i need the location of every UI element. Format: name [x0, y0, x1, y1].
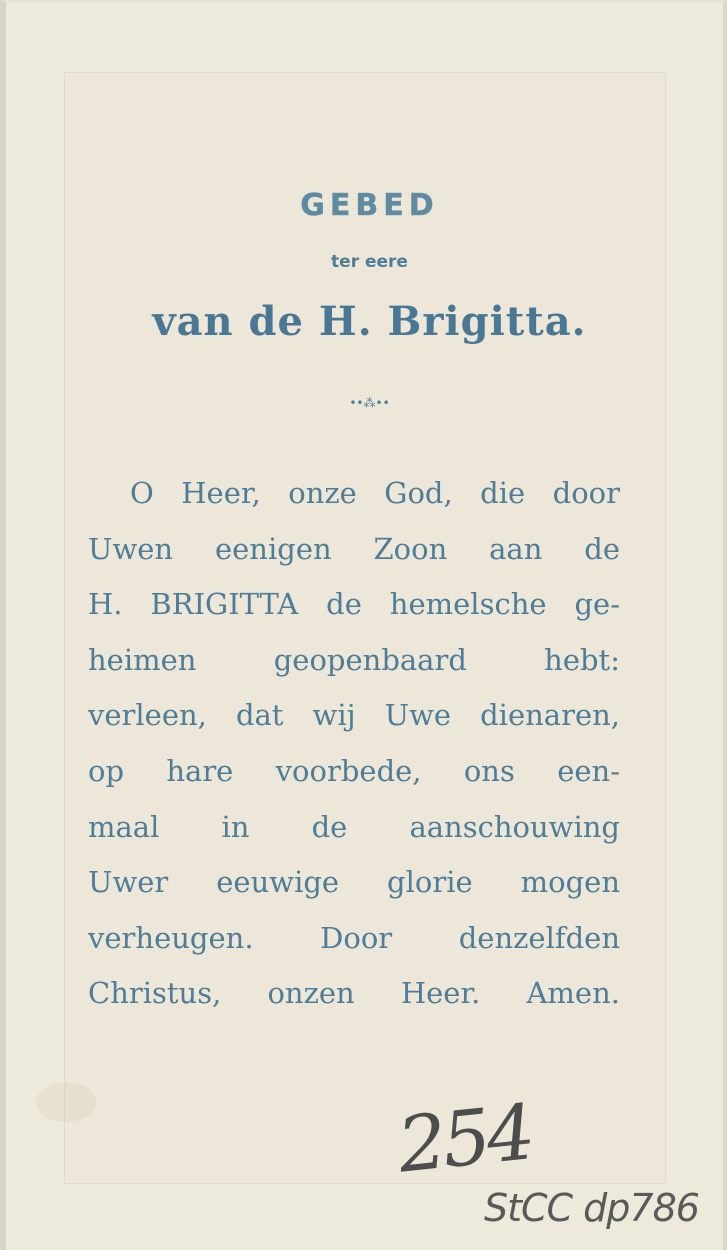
prayer-line: Uwer eeuwige glorie mogen [88, 865, 620, 900]
prayer-line: op hare voorbede, ons een- [88, 753, 620, 788]
handwritten-number: 254 [393, 1087, 536, 1190]
card-subtitle: ter eere [331, 252, 408, 272]
prayer-line: Christus, onzen Heer. Amen. [88, 976, 620, 1011]
ornament-divider: ••⁂•• [349, 396, 390, 410]
prayer-line: O Heer, onze God, die door [130, 476, 620, 510]
prayer-line: verheugen. Door denzelfden [88, 920, 620, 955]
prayer-text [88, 466, 620, 1022]
prayer-line: Uwen eenigen Zoon aan de [88, 531, 620, 566]
prayer-line: maal in de aanschouwing [88, 809, 620, 844]
prayer-line: H. BRIGITTA de hemelsche ge- [88, 587, 620, 622]
paper-stain [36, 1082, 96, 1122]
card-title: GEBED [300, 188, 439, 223]
handwritten-reference: StCC dp786 [484, 1186, 699, 1230]
prayer-line: heimen geopenbaard hebt: [88, 642, 620, 677]
saint-name: van de H. Brigitta. [152, 298, 587, 345]
prayer-line: verleen, dat wij Uwe dienaren, [88, 698, 620, 733]
